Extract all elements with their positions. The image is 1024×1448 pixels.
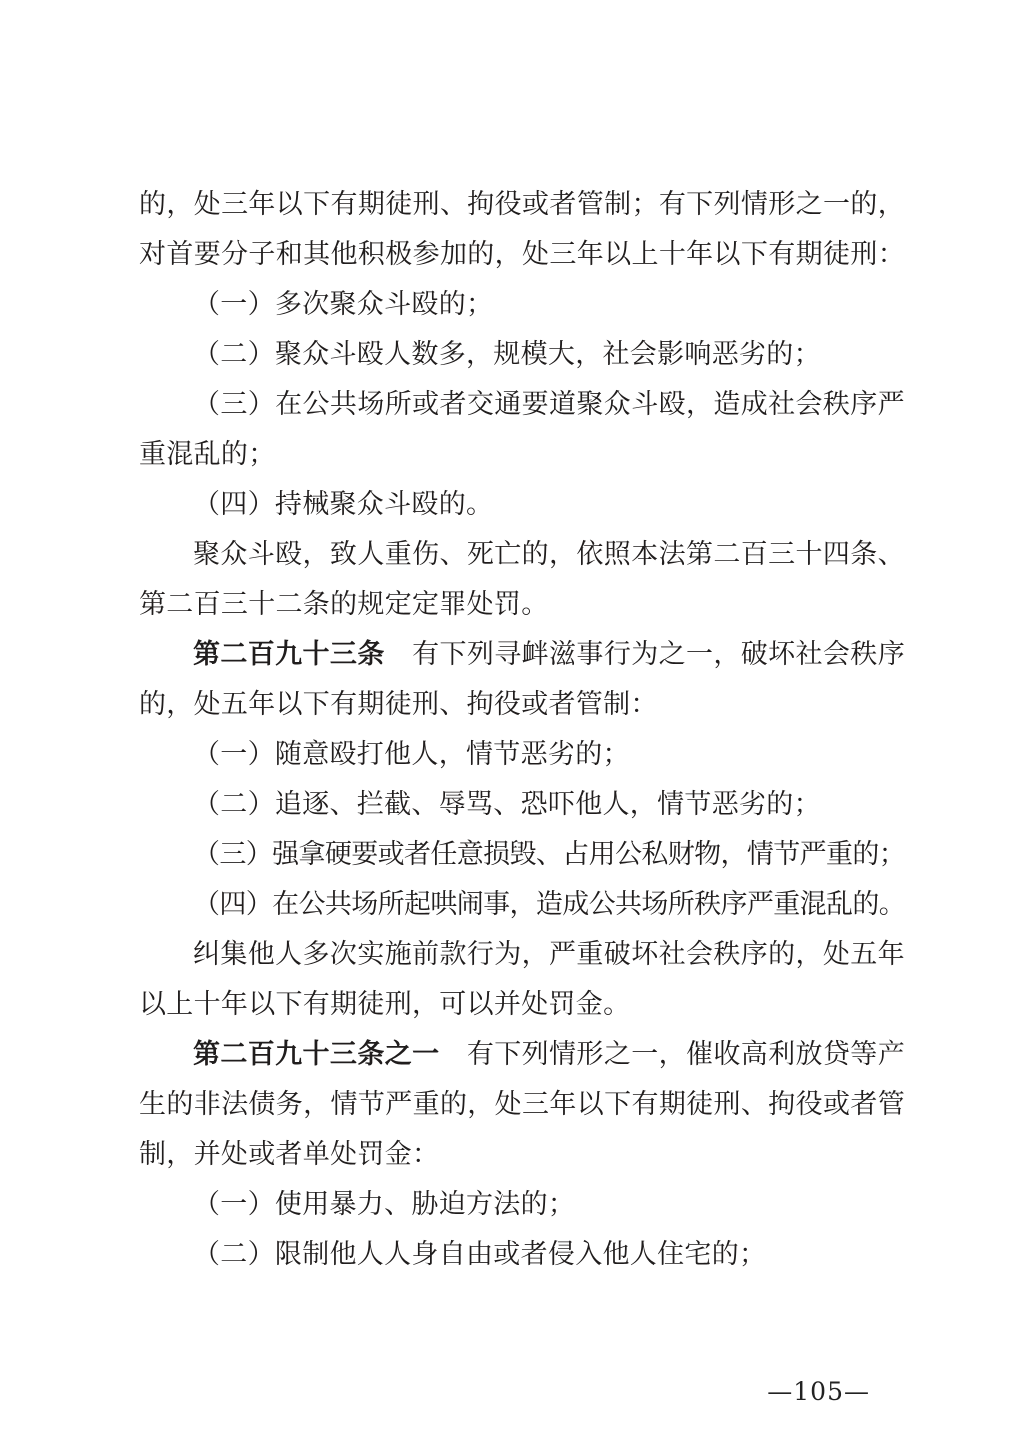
text-run: 有下列寻衅滋事行为之一，破坏社会秩序 — [384, 639, 905, 670]
text-run: 纠集他人多次实施前款行为，严重破坏社会秩序的，处五年 — [193, 939, 905, 970]
text-run: （二）追逐、拦截、辱骂、恐吓他人，情节恶劣的； — [193, 789, 821, 820]
text-line — [139, 580, 905, 630]
text-run: 生的非法债务，情节严重的，处三年以下有期徒刑、拘役或者管 — [139, 1089, 905, 1120]
text-run: 有下列情形之一，催收高利放贷等产 — [439, 1039, 905, 1070]
text-run: （三）在公共场所或者交通要道聚众斗殴，造成社会秩序严 — [193, 389, 905, 420]
text-run: 第二百三十二条的规定定罪处罚。 — [139, 589, 549, 620]
text-run: （二）聚众斗殴人数多，规模大，社会影响恶劣的； — [193, 339, 821, 370]
text-run: 以上十年以下有期徒刑，可以并处罚金。 — [139, 989, 631, 1020]
text-line — [139, 1030, 905, 1080]
text-run: （四）持械聚众斗殴的。 — [193, 489, 494, 520]
text-run: （一）使用暴力、胁迫方法的； — [193, 1189, 576, 1220]
text-line — [139, 380, 905, 430]
page-number: —105— — [767, 1377, 870, 1406]
text-line — [139, 830, 905, 880]
text-line — [139, 1130, 905, 1180]
text-line — [139, 680, 905, 730]
text-run: （一）多次聚众斗殴的； — [193, 289, 494, 320]
text-line — [139, 530, 905, 580]
text-run: （二）限制他人人身自由或者侵入他人住宅的； — [193, 1239, 767, 1270]
text-run: 聚众斗殴，致人重伤、死亡的，依照本法第二百三十四条、 — [193, 539, 905, 570]
text-line — [139, 980, 905, 1030]
text-line — [139, 630, 905, 680]
text-line — [139, 1230, 905, 1280]
text-line — [139, 730, 905, 780]
text-run: 重混乱的； — [139, 439, 276, 470]
text-line — [139, 1080, 905, 1130]
text-run: （四）在公共场所起哄闹事，造成公共场所秩序严重混乱的。 — [193, 889, 905, 920]
text-line — [139, 880, 905, 930]
text-run: 制，并处或者单处罚金： — [139, 1139, 440, 1170]
text-line — [139, 1180, 905, 1230]
text-line — [139, 930, 905, 980]
article-number-bold: 第二百九十三条 — [193, 639, 385, 670]
text-run: 的，处五年以下有期徒刑、拘役或者管制： — [139, 689, 658, 720]
text-line — [139, 230, 905, 280]
text-line — [139, 180, 905, 230]
text-block — [139, 180, 905, 1280]
text-line — [139, 430, 905, 480]
text-line — [139, 280, 905, 330]
text-run: （一）随意殴打他人，情节恶劣的； — [193, 739, 630, 770]
text-run: 的，处三年以下有期徒刑、拘役或者管制；有下列情形之一的， — [139, 189, 905, 220]
text-run: （三）强拿硬要或者任意损毁、占用公私财物，情节严重的； — [193, 839, 905, 870]
article-number-bold: 第二百九十三条之一 — [193, 1039, 440, 1070]
text-run: 对首要分子和其他积极参加的，处三年以上十年以下有期徒刑： — [139, 239, 905, 270]
text-line — [139, 330, 905, 380]
text-line — [139, 480, 905, 530]
text-line — [139, 780, 905, 830]
